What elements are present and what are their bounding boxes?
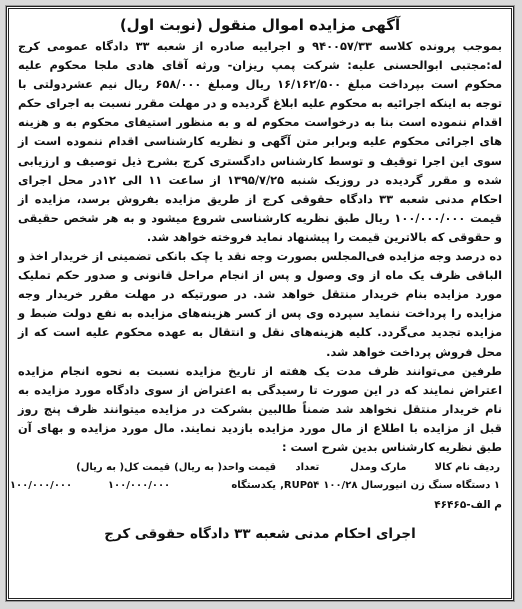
- paragraph-objection-terms: طرفین می‌توانند ظرف مدت یک هفته از تاریخ مزایده نسبت به نحوه انجام مزایده اعتراض نمایند که در این صورت تا رسیدگی به اعتراض از سوی دادگاه مورد مزایده به نام خریدار منتقل نخواهد شد ضمناً طالبین بشرکت در مزایده میتوانند ظرف پنج روز قبل از مزایده با اطلاع از مال مورد مزایده بازدید نمایند. مال مورد مزایده و بهای آن طبق نظریه کارشناس بدین شرح است :: [18, 363, 502, 454]
- header-unit-price: قیمت واحد( به ریال): [174, 462, 277, 474]
- notice-frame: [6, 6, 514, 601]
- issuing-authority: اجرای احکام مدنی شعبه ۳۳ دادگاه حقوقی کرج: [104, 526, 416, 543]
- cell-unit-price: ۱۰۰/۰۰۰/۰۰۰: [107, 480, 171, 492]
- notice-title: آگهی مزایده اموال منقول (نوبت اول): [119, 16, 401, 34]
- header-count: تعداد: [295, 462, 320, 474]
- reference-code: م الف-۴۶۴۶۵: [434, 499, 502, 512]
- notice-content: [9, 9, 511, 543]
- header-total-price: قیمت کل( به ریال): [76, 462, 171, 474]
- cell-brand-model: انیورسال ۱۰۰/۲۸: [323, 480, 407, 492]
- notice-body: [18, 37, 502, 457]
- paragraph-payment-terms: ده درصد وجه مزایده فی‌المجلس بصورت وجه نقد یا چک بانکی تضمینی از خریدار اخذ و الباقی ظرف یک ماه از وی وصول و پس از انجام مراحل قانونی و صدور حکم تملیک مورد مزایده بنام خریدار منتقل خواهد شد. در صورتیکه در مهلت مقرر خریدار وجه مزایده را پرداخت ننماید سپرده وی پس از کسر هزینه‌های مزایده به نفع دولت ضبط و مزایده تجدید می‌گردد. کلیه هزینه‌های نقل و انتقال به عهده محکوم علیه است که از محل فروش پرداخت خواهد شد.: [18, 249, 502, 359]
- header-brand-model: مارک ومدل: [350, 462, 407, 474]
- header-item-name: ردیف نام کالا: [434, 462, 500, 474]
- cell-total-price: ۱۰۰/۰۰۰/۰۰۰: [9, 480, 73, 492]
- table-row: [8, 477, 502, 495]
- cell-count: یکدستگاه: [231, 480, 277, 492]
- items-header-row: [8, 459, 502, 477]
- items-table: [8, 459, 502, 495]
- paragraph-case-details: بموجب پرونده کلاسه ۹۴۰۰۵۷/۳۳ و اجراییه صادره از شعبه ۳۳ دادگاه عمومی کرج له:مجتبی ابوالحسنی علیه: شرکت پمپ ریزان- ورثه آقای هادی ملجا محکوم علیه محکوم است بپرداخت مبلغ ۱۶/۱۶۲/۵۰۰ ریال ومبلغ ۶۵۸/۰۰۰ ریال نیم عشردولتی با توجه به اینکه اجرائیه به محکوم علیه ابلاغ گردیده و در مهلت مقرر نسبت به اجرای حکم اقدام ننموده است بنا به درخواست محکوم له و به منظور استیفای محکوم به و هزینه های اجرائی محکوم علیه وبرابر متن آگهی و نظریه کارشناسی اقدام ننموده است از سوی این اجرا توقیف و توسط کارشناس دادگستری کرج بشرح ذیل توصیف و ارزیابی شده و مقرر گردیده در روزیک شنبه ۱۳۹۵/۷/۲۵ از ساعت ۱۱ الی ۱۲در محل اجرای احکام مدنی شعبه ۳۳ دادگاه حقوقی کرج از طریق مزایده بفروش برسد، مزایده از قیمت ۱۰۰/۰۰۰/۰۰۰ ریال طبق نظریه کارشناسی شروع میشود و به هر شخص حقیقی و حقوقی که بالاترین قیمت را پیشنهاد نماید فروخته خواهد شد.: [18, 39, 503, 244]
- cell-model-code: RUP۵۴,: [280, 480, 320, 492]
- cell-item-name: ۱ دستگاه سنگ زن: [410, 480, 500, 492]
